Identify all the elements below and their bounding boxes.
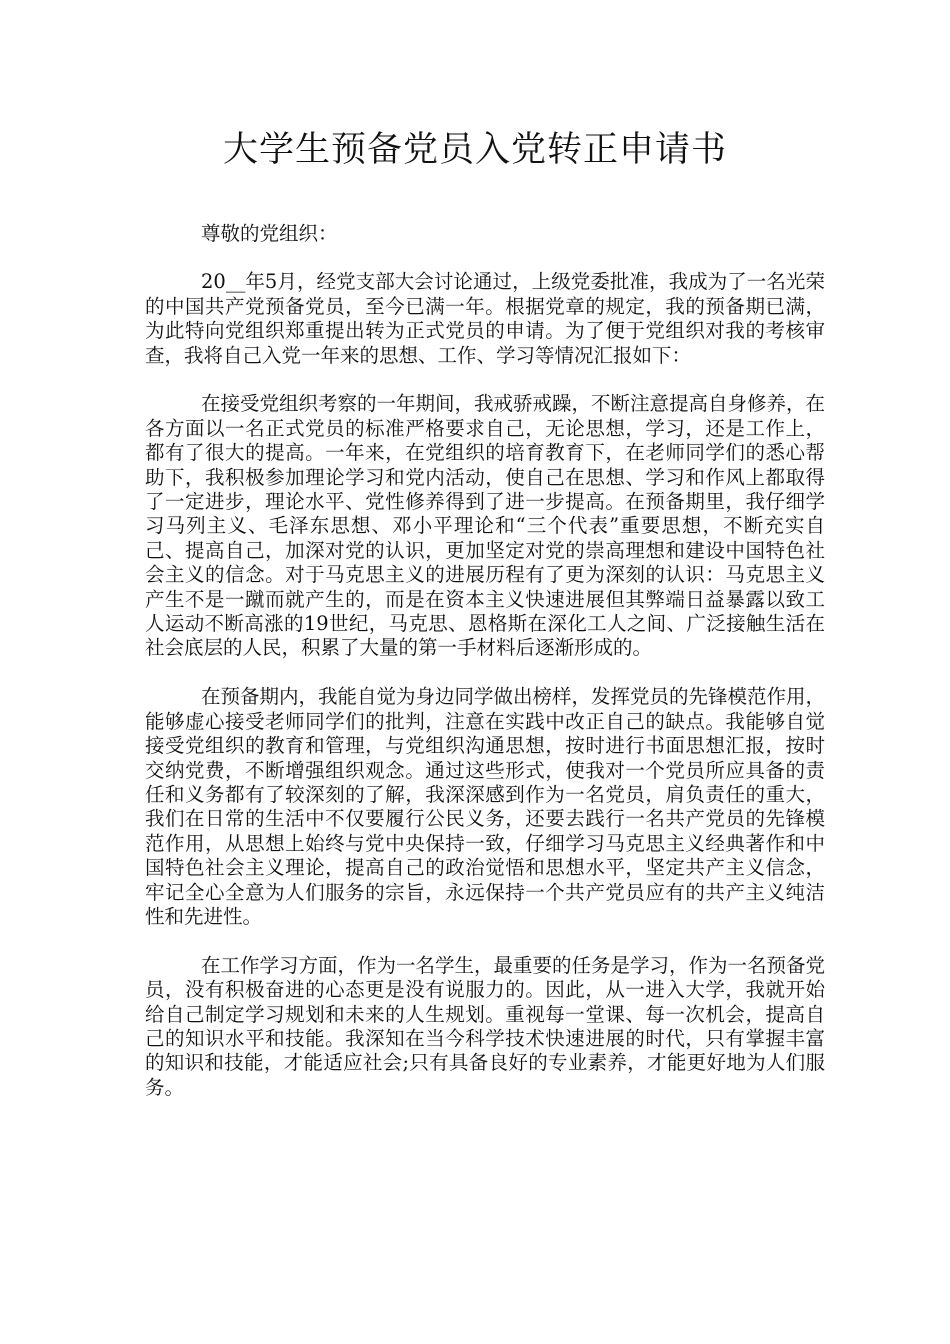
document-title: 大学生预备党员入党转正申请书 bbox=[222, 130, 727, 170]
paragraph-study: 在工作学习方面，作为一名学生，最重要的任务是学习，作为一名预备党员，没有积极奋进的心态更是没有说服力的。因此，从一进入大学，我就开始给自己制定学习规划和未来的人生规划。重视每一堂课、每一次机会，提高自己的知识水平和技能。我深知在当今科学技术快速进展的时代，只有掌握丰富的知识和技能，才能适应社会;只有具备良好的专业素养，才能更好地为人们服务。 bbox=[145, 953, 826, 1099]
paragraph-ideology: 在接受党组织考察的一年期间，我戒骄戒躁，不断注意提高自身修养，在各方面以一名正式党员的标准严格要求自己，无论思想，学习，还是工作上，都有了很大的提高。一年来，在党组织的培育教育下，在老师同学们的悉心帮助下，我积极参加理论学习和党内活动，使自己在思想、学习和作风上都取得了一定进步，理论水平、党性修养得到了进一步提高。在预备期里，我仔细学习马列主义、毛泽东思想、邓小平理论和“三个代表”重要思想，不断充实自己、提高自己，加深对党的认识，更加坚定对党的崇高理想和建设中国特色社会主义的信念。对于马克思主义的进展历程有了更为深刻的认识：马克思主义产生不是一蹴而就产生的，而是在资本主义快速进展但其弊端日益暴露以致工人运动不断高涨的19世纪，马克思、恩格斯在深化工人之间、广泛接触生活在社会底层的人民，积累了大量的第一手材料后逐渐形成的。 bbox=[145, 392, 826, 660]
document-body bbox=[145, 222, 825, 1125]
salutation: 尊敬的党组织： bbox=[201, 222, 338, 245]
paragraph-intro: 20__年5月，经党支部大会讨论通过，上级党委批准，我成为了一名光荣的中国共产党预备党员，至今已满一年。根据党章的规定，我的预备期已满，为此特向党组织郑重提出转为正式党员的申请。为了便于党组织对我的考核审查，我将自己入党一年来的思想、工作、学习等情况汇报如下： bbox=[145, 270, 825, 367]
paragraph-conduct: 在预备期内，我能自觉为身边同学做出榜样，发挥党员的先锋模范作用，能够虚心接受老师同学们的批判，注意在实践中改正自己的缺点。我能够自觉接受党组织的教育和管理，与党组织沟通思想，按时进行书面思想汇报，按时交纳党费，不断增强组织观念。通过这些形式，使我对一个党员所应具备的责任和义务都有了较深刻的了解，我深深感到作为一名党员，肩负责任的重大，我们在日常的生活中不仅要履行公民义务，还要去践行一名共产党员的先锋模范作用，从思想上始终与党中央保持一致，仔细学习马克思主义经典著作和中国特色社会主义理论，提高自己的政治觉悟和思想水平，坚定共产主义信念，牢记全心全意为人们服务的宗旨，永远保持一个共产党员应有的共产主义纯洁性和先进性。 bbox=[145, 685, 826, 928]
